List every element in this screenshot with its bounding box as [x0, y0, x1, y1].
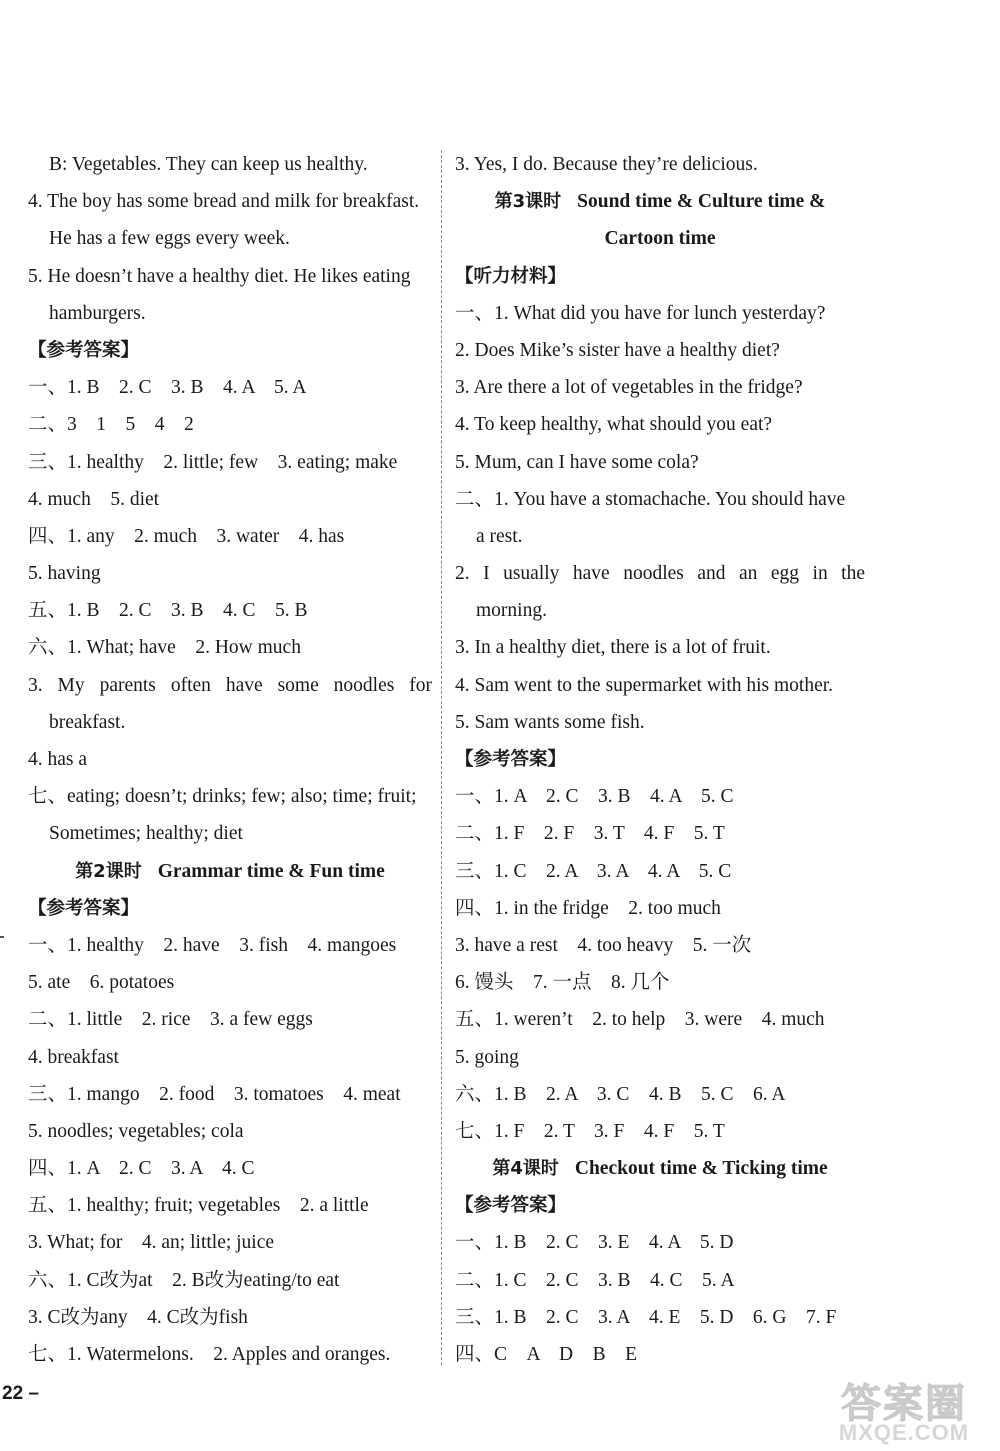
watermark-url: MXQE.COM	[838, 1420, 970, 1445]
answer-line: 七、1. F 2. T 3. F 4. F 5. T	[455, 1120, 725, 1142]
answer-line: 3. have a rest 4. too heavy 5. 一次	[455, 934, 752, 956]
margin-mark	[0, 936, 4, 938]
column-divider	[441, 150, 442, 1365]
answer-line: 五、1. B 2. C 3. B 4. C 5. B	[28, 600, 308, 622]
answer-line: 4. much 5. diet	[28, 488, 160, 510]
answer-line: 五、1. weren’t 2. to help 3. were 4. much	[455, 1009, 825, 1031]
answer-line: 4. breakfast	[28, 1046, 119, 1068]
text-line: 5. Sam wants some fish.	[455, 711, 645, 733]
text-line: 2. Does Mike’s sister have a healthy diet?	[455, 339, 780, 361]
lesson-number: 第3课时	[494, 191, 562, 213]
answer-line: 四、C A D B E	[455, 1344, 638, 1365]
text-line: 3. Yes, I do. Because they’re delicious.	[455, 154, 758, 175]
text-line: 5. He doesn’t have a healthy diet. He likes eating	[28, 265, 411, 287]
answer-line: 三、1. B 2. C 3. A 4. E 5. D 6. G 7. F	[455, 1306, 837, 1328]
answer-line: 5. having	[28, 563, 101, 585]
answer-line: 二、1. C 2. C 3. B 4. C 5. A	[455, 1269, 735, 1291]
answer-line: 一、1. A 2. C 3. B 4. A 5. C	[455, 786, 734, 808]
answer-line: 5. going	[455, 1046, 519, 1068]
answer-key-label: 【参考答案】	[455, 749, 567, 770]
lesson-title: Sound time & Culture time &	[577, 191, 826, 213]
answer-line: 3. My parents often have some noodles for	[28, 674, 432, 696]
text-line: 3. Are there a lot of vegetables in the fridge?	[455, 377, 803, 399]
lesson-2-heading	[28, 853, 432, 890]
answer-line: Sometimes; healthy; diet	[49, 823, 243, 845]
answer-line: 六、1. What; have 2. How much	[28, 637, 301, 659]
text-line: 二、1. You have a stomachache. You should have	[455, 488, 846, 510]
text-line: 4. To keep healthy, what should you eat?	[455, 414, 773, 436]
lesson-3-heading	[455, 183, 865, 220]
answer-line: 六、1. B 2. A 3. C 4. B 5. C 6. A	[455, 1083, 786, 1105]
listening-material-label: 【听力材料】	[455, 265, 567, 287]
answer-line: 6. 馒头 7. 一点 8. 几个	[455, 972, 670, 994]
text-line: 2. I usually have noodles and an egg in the	[455, 563, 865, 585]
watermark-logo	[818, 1372, 990, 1448]
lesson-title: Grammar time & Fun time	[157, 860, 385, 882]
answer-line: 六、1. C改为at 2. B改为eating/to eat	[28, 1269, 340, 1291]
answer-line: 七、1. Watermelons. 2. Apples and oranges.	[28, 1344, 391, 1365]
answer-line: 5. noodles; vegetables; cola	[28, 1120, 244, 1142]
text-line: 4. The boy has some bread and milk for breakfast.	[28, 191, 420, 213]
answer-line: 三、1. C 2. A 3. A 4. A 5. C	[455, 860, 732, 882]
answer-line: 一、1. healthy 2. have 3. fish 4. mangoes	[28, 934, 397, 956]
answer-line: 二、3 1 5 4 2	[28, 414, 194, 436]
lesson-number: 第2课时	[75, 860, 142, 882]
text-line: a rest.	[476, 525, 523, 547]
answer-line: 5. ate 6. potatoes	[28, 972, 175, 994]
answer-line: 一、1. B 2. C 3. E 4. A 5. D	[455, 1232, 734, 1254]
right-column	[455, 146, 865, 1373]
lesson-title: Checkout time & Ticking time	[574, 1158, 828, 1180]
answer-line: 三、1. healthy 2. little; few 3. eating; make	[28, 451, 398, 473]
answer-line: breakfast.	[49, 711, 126, 733]
text-line: 一、1. What did you have for lunch yesterday?	[455, 302, 826, 324]
text-line: morning.	[476, 600, 547, 622]
page-number: 22 –	[2, 1383, 39, 1404]
answer-key-label: 【参考答案】	[28, 339, 140, 361]
answer-line: 四、1. in the fridge 2. too much	[455, 897, 721, 919]
text-line: hamburgers.	[49, 302, 146, 324]
answer-line: 四、1. any 2. much 3. water 4. has	[28, 525, 345, 547]
text-line: 5. Mum, can I have some cola?	[455, 451, 699, 473]
answer-line: 3. C改为any 4. C改为fish	[28, 1306, 248, 1328]
lesson-number: 第4课时	[492, 1158, 559, 1180]
answer-line: 四、1. A 2. C 3. A 4. C	[28, 1158, 255, 1180]
answer-key-label: 【参考答案】	[28, 897, 140, 919]
left-column	[28, 146, 432, 1373]
lesson-4-heading	[455, 1150, 865, 1187]
answer-line: 二、1. F 2. F 3. T 4. F 5. T	[455, 823, 725, 845]
answer-line: 一、1. B 2. C 3. B 4. A 5. A	[28, 377, 307, 399]
answer-line: 五、1. healthy; fruit; vegetables 2. a little	[28, 1195, 369, 1217]
answer-line: 二、1. little 2. rice 3. a few eggs	[28, 1009, 313, 1031]
text-line: He has a few eggs every week.	[49, 228, 290, 250]
answer-line: 三、1. mango 2. food 3. tomatoes 4. meat	[28, 1083, 401, 1105]
text-line: B: Vegetables. They can keep us healthy.	[49, 154, 368, 175]
answer-line: 七、eating; doesn’t; drinks; few; also; time; fruit;	[28, 786, 417, 808]
answer-line: 3. What; for 4. an; little; juice	[28, 1232, 275, 1254]
answer-line: 4. has a	[28, 749, 88, 770]
lesson-3-heading-cont: Cartoon time	[604, 228, 716, 250]
text-line: 3. In a healthy diet, there is a lot of fruit.	[455, 637, 771, 659]
text-line: 4. Sam went to the supermarket with his mother.	[455, 674, 834, 696]
watermark-text: 答案圈	[841, 1381, 967, 1427]
answer-key-label: 【参考答案】	[455, 1195, 567, 1217]
